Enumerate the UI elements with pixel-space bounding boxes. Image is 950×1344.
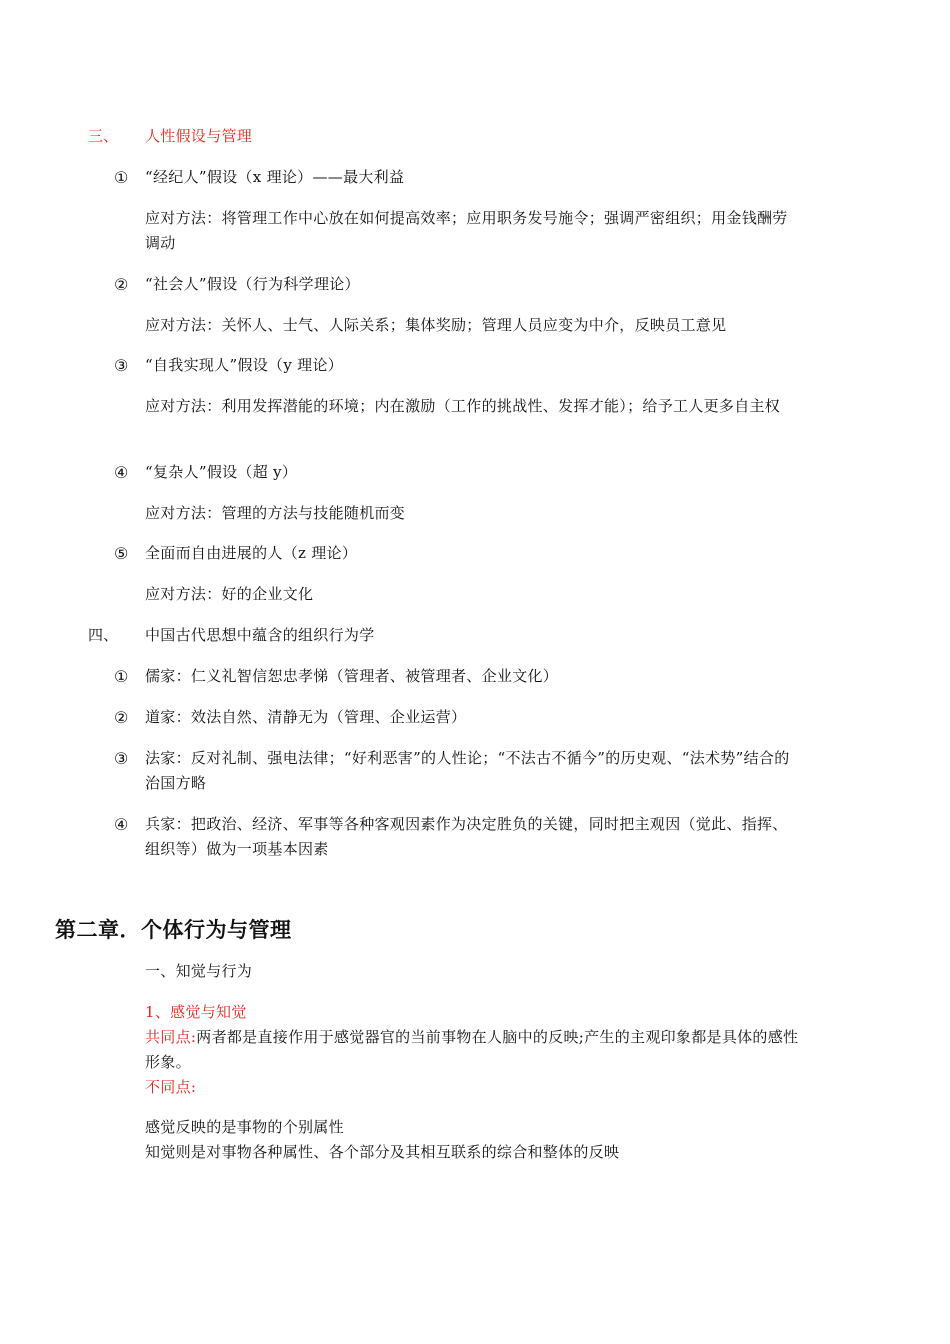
item-marker: ④ [114,815,129,834]
common-text: 两者都是直接作用于感觉器官的当前事物在人脑中的反映;产生的主观印象都是具体的感性形象。 [145,1028,799,1071]
item-marker: ② [114,275,129,294]
item-marker: ⑤ [114,544,129,563]
item-method: 应对方法：好的企业文化 [145,585,314,603]
section-number: 三、 [88,127,119,145]
item-method: 应对方法：关怀人、士气、人际关系；集体奖励；管理人员应变为中介，反映员工意见 [145,316,727,334]
item-title: “自我实现人”假设（y 理论） [145,356,344,374]
item-text: 儒家：仁义礼智信恕忠孝悌（管理者、被管理者、企业文化） [145,667,559,685]
item-marker: ② [114,708,129,727]
item-text: 兵家：把政治、经济、军事等各种客观因素作为决定胜负的关键，同时把主观因（觉此、指挥、组织等）做为一项基本因素 [145,815,788,858]
section-number: 四、 [88,626,119,644]
section-title: 中国古代思想中蕴含的组织行为学 [145,626,375,644]
item-title: 全面而自由进展的人（z 理论） [145,544,358,562]
item-marker: ③ [114,356,129,375]
item-marker: ① [114,667,129,686]
item-marker: ① [114,168,129,187]
item-marker: ③ [114,749,129,768]
item-text: 道家：效法自然、清静无为（管理、企业运营） [145,708,467,726]
subsection-title: 一、知觉与行为 [145,962,253,980]
item-method: 应对方法：管理的方法与技能随机而变 [145,504,406,522]
common-label: 共同点: [145,1028,197,1046]
item-title: “经纪人”假设（x 理论）——最大利益 [145,168,405,186]
item-title: “社会人”假设（行为科学理论） [145,275,360,293]
common-points [145,1025,800,1075]
diff-item: 知觉则是对事物各种属性、各个部分及其相互联系的综合和整体的反映 [145,1143,620,1161]
item-method: 应对方法：利用发挥潜能的环境；内在激励（工作的挑战性、发挥才能）；给予工人更多自主权 [145,397,781,415]
item-marker: ④ [114,463,129,482]
diff-item: 感觉反映的是事物的个别属性 [145,1118,344,1136]
chapter-title: 第二章．个体行为与管理 [55,918,292,942]
section-title: 人性假设与管理 [145,127,253,145]
subsubsection-title: 1、感觉与知觉 [145,1003,247,1021]
diff-label: 不同点: [145,1078,197,1096]
item-method: 应对方法：将管理工作中心放在如何提高效率；应用职务发号施令；强调严密组织；用金钱酬劳调动 [145,209,788,252]
item-title: “复杂人”假设（超 y） [145,463,298,481]
item-text: 法家：反对礼制、强电法律；“好利恶害”的人性论；“不法古不循今”的历史观、“法术势”结合的治国方略 [145,749,790,792]
